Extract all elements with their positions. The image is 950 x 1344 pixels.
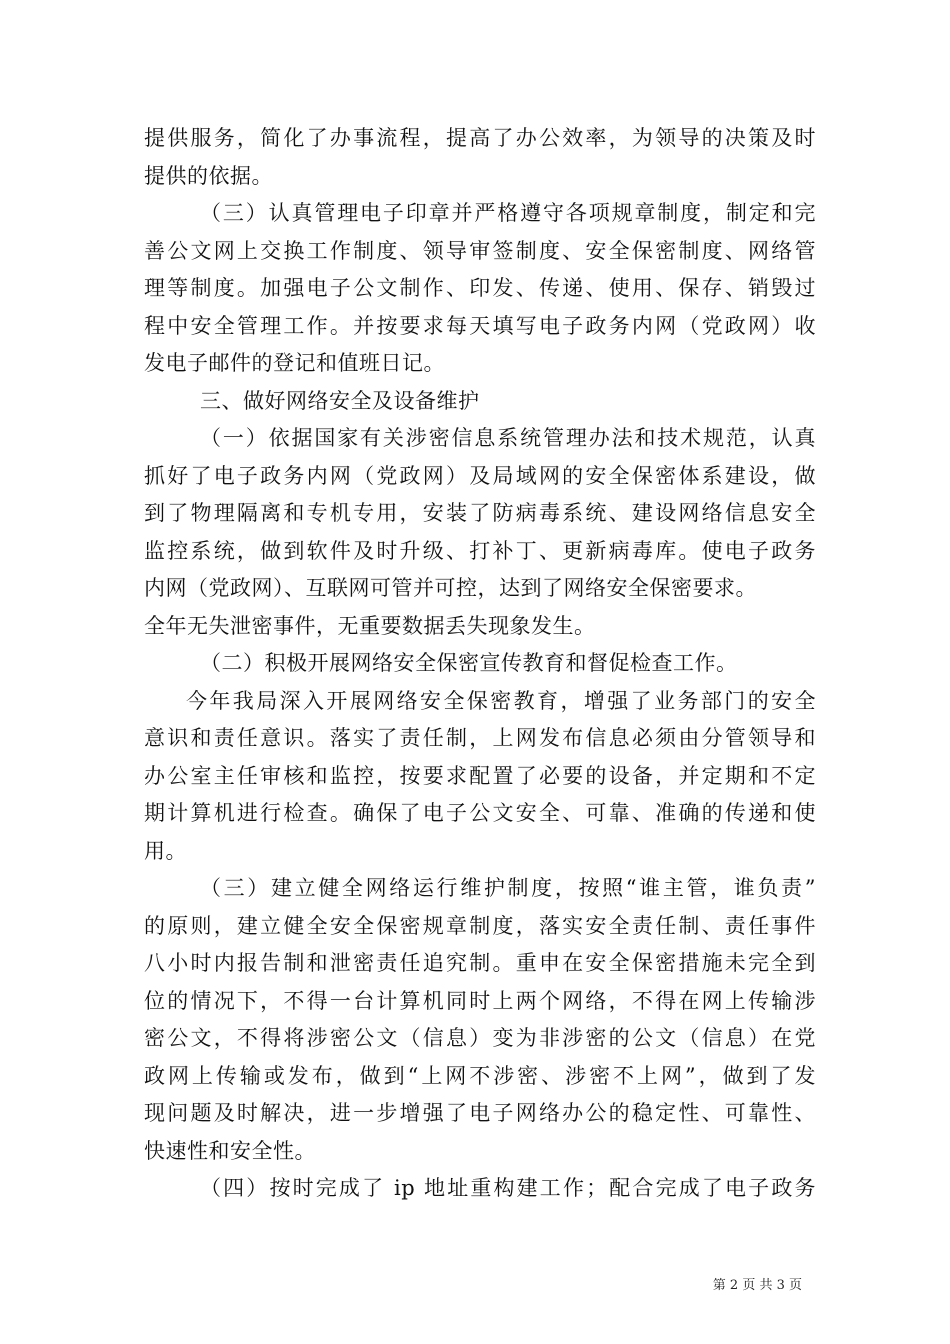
text-line: 期计算机进行检查。确保了电子公文安全、可靠、准确的传递和使 [144,801,816,825]
text-line: 发电子邮件的登记和值班日记。 [144,351,445,375]
text-line: 善公文网上交换工作制度、领导审签制度、安全保密制度、网络管 [144,238,816,263]
text-line: 用。 [144,838,187,863]
text-line: 理等制度。加强电子公文制作、印发、传递、使用、保存、销毁过 [144,276,816,300]
text-line: （三）建立健全网络运行维护制度，按照“谁主管，谁负责” [200,876,816,900]
text-line: 密公文，不得将涉密公文（信息）变为非涉密的公文（信息）在党 [144,1026,816,1050]
text-line: 程中安全管理工作。并按要求每天填写电子政务内网（党政网）收 [144,313,816,338]
text-line: 到了物理隔离和专机专用，安装了防病毒系统、建设网络信息安全 [144,501,816,525]
text-line: 办公室主任审核和监控，按要求配置了必要的设备，并定期和不定 [144,763,816,788]
text-line: 快速性和安全性。 [144,1138,316,1163]
text-line: 八小时内报告制和泄密责任追究制。重申在安全保密措施未完全到 [144,951,816,975]
text-line: （三）认真管理电子印章并严格遵守各项规章制度，制定和完 [200,201,816,225]
text-line: （二）积极开展网络安全保密宣传教育和督促检查工作。 [200,651,738,675]
text-line: 提供的依据。 [144,163,273,188]
text-line: 政网上传输或发布，做到“上网不涉密、涉密不上网”，做到了发 [144,1063,816,1088]
text-line: 意识和责任意识。落实了责任制，上网发布信息必须由分管领导和 [144,726,816,750]
text-line: 监控系统，做到软件及时升级、打补丁、更新病毒库。使电子政务 [144,538,816,563]
text-line: 今年我局深入开展网络安全保密教育，增强了业务部门的安全 [186,688,816,713]
text-line: （一）依据国家有关涉密信息系统管理办法和技术规范，认真 [200,426,816,450]
text-line: 抓好了电子政务内网（党政网）及局域网的安全保密体系建设，做 [144,463,816,488]
page-number: 第 2 页 共 3 页 [712,1278,802,1293]
text-line: （四）按时完成了 ip 地址重构建工作；配合完成了电子政务 [200,1176,816,1200]
text-line: 的原则，建立健全安全保密规章制度，落实安全责任制、责任事件 [144,913,816,938]
text-line: 提供服务，简化了办事流程，提高了办公效率，为领导的决策及时 [144,126,816,150]
body-text [144,120,816,1208]
text-line: 现问题及时解决，进一步增强了电子网络办公的稳定性、可靠性、 [144,1101,816,1125]
text-line: 内网（党政网）、互联网可管并可控，达到了网络安全保密要求。 [144,576,757,600]
section-heading: 三、做好网络安全及设备维护 [200,388,480,413]
text-line: 位的情况下，不得一台计算机同时上两个网络，不得在网上传输涉 [144,988,816,1013]
text-line: 全年无失泄密事件，无重要数据丢失现象发生。 [144,613,596,638]
